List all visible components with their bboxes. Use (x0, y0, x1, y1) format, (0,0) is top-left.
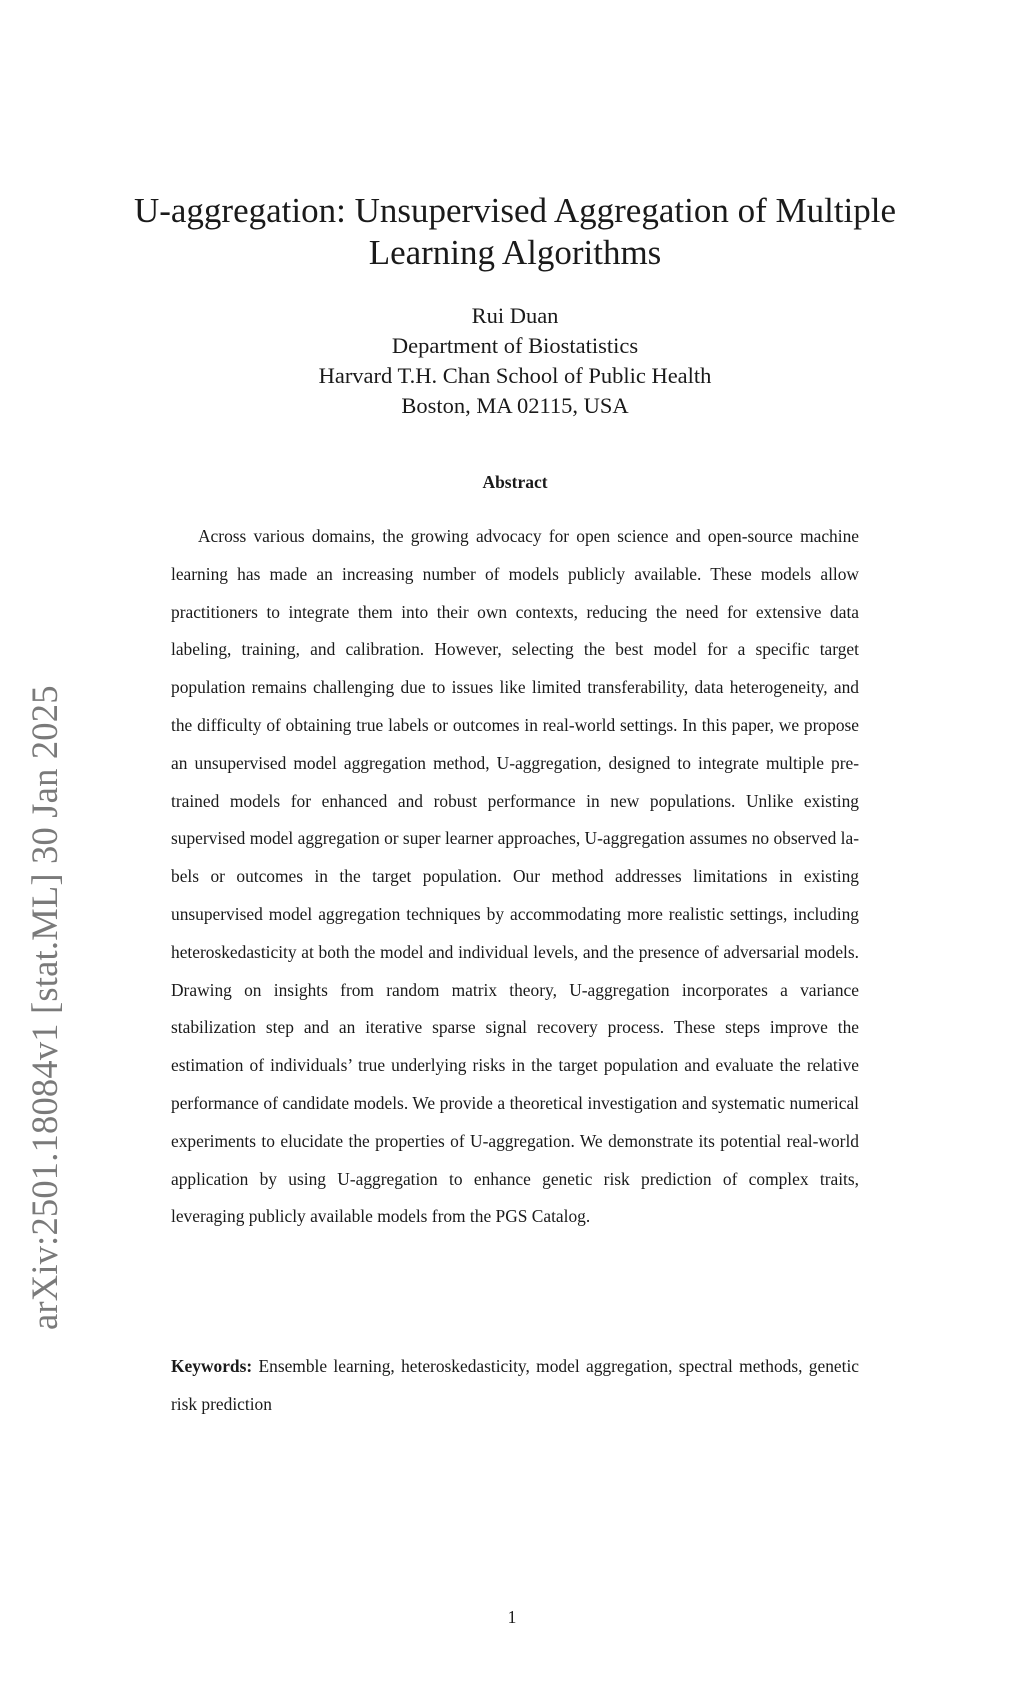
keywords (171, 1348, 859, 1424)
author-name: Rui Duan (471, 303, 559, 328)
arxiv-identifier-stamp: arXiv:2501.18084v1 [stat.ML] 30 Jan 2025 (24, 685, 65, 1330)
author-department: Department of Biostatistics (391, 333, 639, 358)
paper-title: U-aggregation: Unsupervised Aggregation of Multiple Learning Algorithms (133, 191, 897, 272)
author-address: Boston, MA 02115, USA (401, 393, 629, 418)
abstract-body: Across various domains, the growing advocacy for open science and open-source machine learning has made an increasing number of models publicly available. These models allow practitioners to integrate them into their own contexts, reducing the need for extensive data labeling, training, and calibration. However, selecting the best model for a specific target population remains challenging due to issues like limited transferability, data heterogeneity, and the difficulty of obtaining true labels or outcomes in real-world settings. In this paper, we propose an unsupervised model aggregation method, U-aggregation, designed to integrate multiple pre-trained models for enhanced and robust performance in new populations. Unlike existing supervised model aggregation or super learner approaches, U-aggregation assumes no observed labels or outcomes in the target population. Our method addresses limitations in existing unsupervised model aggregation techniques by accommodating more realistic settings, including heteroskedasticity at both the model and individual levels, and the presence of adversarial models. Drawing on insights from random matrix theory, U-aggregation incorporates a variance stabilization step and an iterative sparse signal recovery process. These steps improve the estimation of individuals’ true underlying risks in the target population and evaluate the relative performance of candidate models. We provide a theoretical investigation and systematic numerical experiments to elucidate the properties of U-aggregation. We demonstrate its potential real-world application by using U-aggregation to enhance genetic risk prediction of complex traits, leveraging publicly available models from the PGS Catalog. (171, 526, 859, 1227)
author-block (200, 301, 830, 421)
keywords-label: Keywords: (171, 1356, 253, 1376)
abstract-heading: Abstract (482, 472, 548, 492)
keywords-text: Ensemble learning, heteroskedasticity, model aggregation, spectral methods, genetic risk prediction (171, 1356, 859, 1414)
page-number: 1 (507, 1607, 517, 1627)
author-institution: Harvard T.H. Chan School of Public Health (318, 363, 712, 388)
